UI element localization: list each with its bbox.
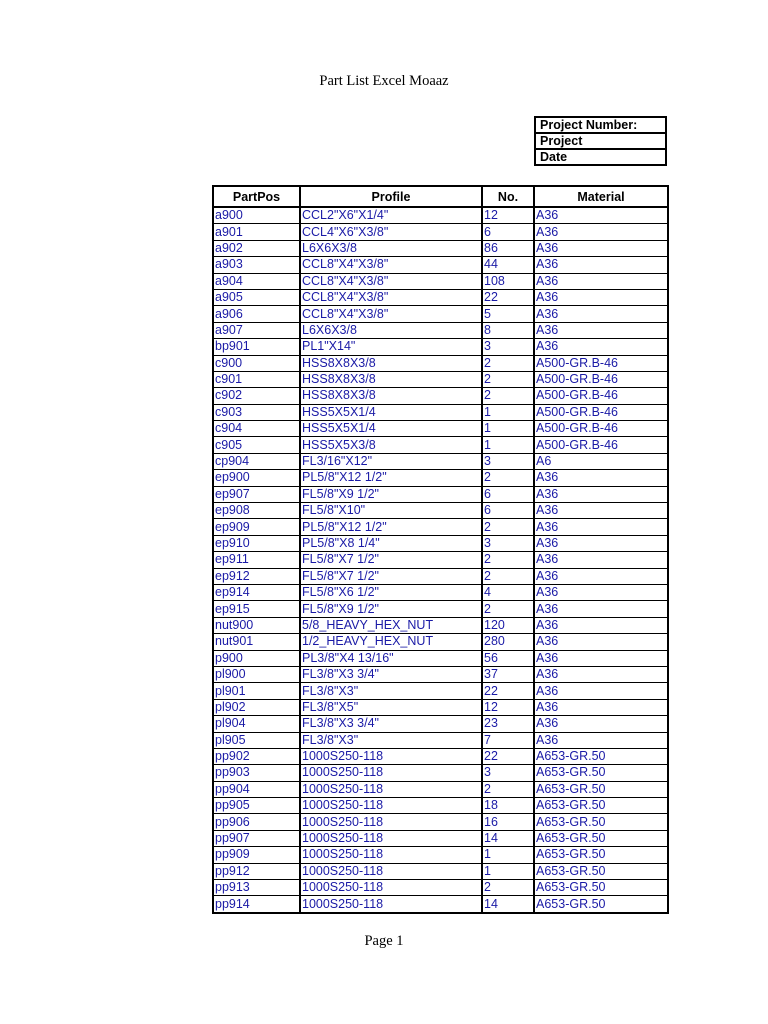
material-cell: A653-GR.50 xyxy=(534,765,668,781)
quantity-cell: 2 xyxy=(482,601,534,617)
table-row xyxy=(213,748,668,764)
quantity-cell: 1 xyxy=(482,847,534,863)
material-cell: A653-GR.50 xyxy=(534,896,668,913)
profile-cell: CCL8"X4"X3/8" xyxy=(300,257,482,273)
partpos-cell: nut900 xyxy=(213,617,300,633)
quantity-cell: 37 xyxy=(482,666,534,682)
partpos-cell: pp907 xyxy=(213,830,300,846)
profile-cell: PL3/8"X4 13/16" xyxy=(300,650,482,666)
material-cell: A36 xyxy=(534,634,668,650)
quantity-cell: 86 xyxy=(482,240,534,256)
profile-cell: 1000S250-118 xyxy=(300,880,482,896)
column-header-material: Material xyxy=(534,186,668,207)
profile-cell: 1000S250-118 xyxy=(300,748,482,764)
table-row xyxy=(213,535,668,551)
quantity-cell: 2 xyxy=(482,355,534,371)
material-cell: A36 xyxy=(534,568,668,584)
quantity-cell: 3 xyxy=(482,765,534,781)
quantity-cell: 16 xyxy=(482,814,534,830)
material-cell: A36 xyxy=(534,732,668,748)
quantity-cell: 3 xyxy=(482,453,534,469)
partpos-cell: c904 xyxy=(213,421,300,437)
quantity-cell: 44 xyxy=(482,257,534,273)
partpos-cell: bp901 xyxy=(213,339,300,355)
profile-cell: FL3/8"X3 3/4" xyxy=(300,716,482,732)
quantity-cell: 1 xyxy=(482,421,534,437)
material-cell: A653-GR.50 xyxy=(534,880,668,896)
quantity-cell: 5 xyxy=(482,306,534,322)
table-row xyxy=(213,650,668,666)
profile-cell: FL5/8"X7 1/2" xyxy=(300,568,482,584)
table-row xyxy=(213,355,668,371)
partpos-cell: pp913 xyxy=(213,880,300,896)
profile-cell: FL3/8"X3" xyxy=(300,683,482,699)
profile-cell: HSS5X5X1/4 xyxy=(300,421,482,437)
table-row xyxy=(213,666,668,682)
material-cell: A6 xyxy=(534,453,668,469)
partpos-cell: ep911 xyxy=(213,552,300,568)
table-row xyxy=(213,306,668,322)
profile-cell: CCL8"X4"X3/8" xyxy=(300,273,482,289)
material-cell: A653-GR.50 xyxy=(534,748,668,764)
partpos-cell: ep907 xyxy=(213,486,300,502)
profile-cell: 1000S250-118 xyxy=(300,830,482,846)
partpos-cell: a901 xyxy=(213,224,300,240)
page-number: Page 1 xyxy=(364,933,404,949)
material-cell: A36 xyxy=(534,273,668,289)
partpos-cell: pl901 xyxy=(213,683,300,699)
material-cell: A36 xyxy=(534,683,668,699)
profile-cell: PL1"X14" xyxy=(300,339,482,355)
quantity-cell: 2 xyxy=(482,781,534,797)
table-row xyxy=(213,207,668,224)
table-header-row xyxy=(213,186,668,207)
quantity-cell: 108 xyxy=(482,273,534,289)
quantity-cell: 12 xyxy=(482,207,534,224)
table-row xyxy=(213,617,668,633)
quantity-cell: 1 xyxy=(482,437,534,453)
table-row xyxy=(213,601,668,617)
material-cell: A500-GR.B-46 xyxy=(534,388,668,404)
profile-cell: FL3/8"X3" xyxy=(300,732,482,748)
partpos-cell: pp902 xyxy=(213,748,300,764)
profile-cell: L6X6X3/8 xyxy=(300,322,482,338)
material-cell: A653-GR.50 xyxy=(534,798,668,814)
quantity-cell: 1 xyxy=(482,863,534,879)
table-row xyxy=(213,798,668,814)
column-header-no: No. xyxy=(482,186,534,207)
profile-cell: FL3/8"X3 3/4" xyxy=(300,666,482,682)
profile-cell: 1000S250-118 xyxy=(300,896,482,913)
partpos-cell: a904 xyxy=(213,273,300,289)
partpos-cell: c902 xyxy=(213,388,300,404)
quantity-cell: 14 xyxy=(482,896,534,913)
profile-cell: FL5/8"X6 1/2" xyxy=(300,584,482,600)
table-row xyxy=(213,421,668,437)
material-cell: A653-GR.50 xyxy=(534,781,668,797)
partpos-cell: c905 xyxy=(213,437,300,453)
project-info-box xyxy=(534,116,667,166)
table-row xyxy=(213,519,668,535)
table-body xyxy=(213,207,668,913)
table-row xyxy=(213,699,668,715)
quantity-cell: 3 xyxy=(482,535,534,551)
partpos-cell: p900 xyxy=(213,650,300,666)
material-cell: A36 xyxy=(534,486,668,502)
partpos-cell: pl900 xyxy=(213,666,300,682)
profile-cell: FL5/8"X7 1/2" xyxy=(300,552,482,568)
partpos-cell: c901 xyxy=(213,371,300,387)
profile-cell: FL5/8"X10" xyxy=(300,503,482,519)
table-row xyxy=(213,257,668,273)
material-cell: A36 xyxy=(534,519,668,535)
profile-cell: PL5/8"X12 1/2" xyxy=(300,470,482,486)
quantity-cell: 22 xyxy=(482,683,534,699)
quantity-cell: 12 xyxy=(482,699,534,715)
table-row xyxy=(213,634,668,650)
profile-cell: 1000S250-118 xyxy=(300,814,482,830)
table-row xyxy=(213,371,668,387)
material-cell: A500-GR.B-46 xyxy=(534,355,668,371)
table-row xyxy=(213,240,668,256)
quantity-cell: 23 xyxy=(482,716,534,732)
profile-cell: HSS8X8X3/8 xyxy=(300,388,482,404)
quantity-cell: 120 xyxy=(482,617,534,633)
table-row xyxy=(213,683,668,699)
quantity-cell: 2 xyxy=(482,519,534,535)
table-row xyxy=(213,453,668,469)
partpos-cell: ep900 xyxy=(213,470,300,486)
table-row xyxy=(213,880,668,896)
quantity-cell: 6 xyxy=(482,503,534,519)
material-cell: A36 xyxy=(534,584,668,600)
table-row xyxy=(213,339,668,355)
quantity-cell: 1 xyxy=(482,404,534,420)
table-row xyxy=(213,584,668,600)
partpos-cell: a905 xyxy=(213,289,300,305)
material-cell: A36 xyxy=(534,289,668,305)
column-header-partpos: PartPos xyxy=(213,186,300,207)
material-cell: A36 xyxy=(534,666,668,682)
material-cell: A36 xyxy=(534,503,668,519)
partpos-cell: a907 xyxy=(213,322,300,338)
quantity-cell: 18 xyxy=(482,798,534,814)
profile-cell: 1000S250-118 xyxy=(300,781,482,797)
table-row xyxy=(213,863,668,879)
quantity-cell: 2 xyxy=(482,552,534,568)
table-row xyxy=(213,503,668,519)
profile-cell: HSS5X5X1/4 xyxy=(300,404,482,420)
partpos-cell: ep912 xyxy=(213,568,300,584)
table-row xyxy=(213,732,668,748)
material-cell: A653-GR.50 xyxy=(534,814,668,830)
material-cell: A653-GR.50 xyxy=(534,863,668,879)
material-cell: A36 xyxy=(534,257,668,273)
partpos-cell: a902 xyxy=(213,240,300,256)
profile-cell: 1000S250-118 xyxy=(300,847,482,863)
profile-cell: 1000S250-118 xyxy=(300,765,482,781)
partpos-cell: pp905 xyxy=(213,798,300,814)
partpos-cell: a903 xyxy=(213,257,300,273)
material-cell: A653-GR.50 xyxy=(534,830,668,846)
partpos-cell: ep914 xyxy=(213,584,300,600)
column-header-profile: Profile xyxy=(300,186,482,207)
material-cell: A36 xyxy=(534,716,668,732)
partpos-cell: nut901 xyxy=(213,634,300,650)
material-cell: A36 xyxy=(534,207,668,224)
table-row xyxy=(213,716,668,732)
material-cell: A36 xyxy=(534,601,668,617)
quantity-cell: 2 xyxy=(482,371,534,387)
material-cell: A500-GR.B-46 xyxy=(534,421,668,437)
table-row xyxy=(213,552,668,568)
table-row xyxy=(213,437,668,453)
material-cell: A500-GR.B-46 xyxy=(534,371,668,387)
material-cell: A36 xyxy=(534,240,668,256)
partpos-cell: a900 xyxy=(213,207,300,224)
table-row xyxy=(213,322,668,338)
partpos-cell: cp904 xyxy=(213,453,300,469)
profile-cell: CCL2"X6"X1/4" xyxy=(300,207,482,224)
table-row xyxy=(213,486,668,502)
quantity-cell: 6 xyxy=(482,224,534,240)
table-row xyxy=(213,765,668,781)
quantity-cell: 4 xyxy=(482,584,534,600)
material-cell: A500-GR.B-46 xyxy=(534,404,668,420)
profile-cell: PL5/8"X12 1/2" xyxy=(300,519,482,535)
material-cell: A36 xyxy=(534,535,668,551)
quantity-cell: 22 xyxy=(482,748,534,764)
document-title: Part List Excel Moaaz xyxy=(319,73,449,89)
table-row xyxy=(213,847,668,863)
quantity-cell: 2 xyxy=(482,470,534,486)
project-number-label: Project Number: xyxy=(535,117,666,133)
table-row xyxy=(213,224,668,240)
partpos-cell: ep915 xyxy=(213,601,300,617)
material-cell: A36 xyxy=(534,650,668,666)
profile-cell: HSS8X8X3/8 xyxy=(300,355,482,371)
quantity-cell: 2 xyxy=(482,388,534,404)
material-cell: A653-GR.50 xyxy=(534,847,668,863)
table-row xyxy=(213,404,668,420)
table-row xyxy=(213,781,668,797)
quantity-cell: 8 xyxy=(482,322,534,338)
partpos-cell: ep910 xyxy=(213,535,300,551)
partpos-cell: pp906 xyxy=(213,814,300,830)
profile-cell: HSS5X5X3/8 xyxy=(300,437,482,453)
table-row xyxy=(213,388,668,404)
profile-cell: 1/2_HEAVY_HEX_NUT xyxy=(300,634,482,650)
part-list-table xyxy=(212,185,669,914)
material-cell: A36 xyxy=(534,339,668,355)
quantity-cell: 22 xyxy=(482,289,534,305)
project-label: Project xyxy=(535,133,666,149)
partpos-cell: pp909 xyxy=(213,847,300,863)
quantity-cell: 3 xyxy=(482,339,534,355)
quantity-cell: 56 xyxy=(482,650,534,666)
partpos-cell: pl902 xyxy=(213,699,300,715)
material-cell: A36 xyxy=(534,617,668,633)
profile-cell: CCL8"X4"X3/8" xyxy=(300,289,482,305)
material-cell: A36 xyxy=(534,470,668,486)
profile-cell: CCL4"X6"X3/8" xyxy=(300,224,482,240)
table-row xyxy=(213,470,668,486)
quantity-cell: 280 xyxy=(482,634,534,650)
table-row xyxy=(213,273,668,289)
table-row xyxy=(213,568,668,584)
profile-cell: HSS8X8X3/8 xyxy=(300,371,482,387)
table-row xyxy=(213,289,668,305)
profile-cell: PL5/8"X8 1/4" xyxy=(300,535,482,551)
partpos-cell: pp912 xyxy=(213,863,300,879)
material-cell: A36 xyxy=(534,224,668,240)
partpos-cell: pl904 xyxy=(213,716,300,732)
partpos-cell: pl905 xyxy=(213,732,300,748)
material-cell: A36 xyxy=(534,699,668,715)
quantity-cell: 14 xyxy=(482,830,534,846)
date-label: Date xyxy=(535,149,666,165)
quantity-cell: 7 xyxy=(482,732,534,748)
partpos-cell: a906 xyxy=(213,306,300,322)
partpos-cell: ep909 xyxy=(213,519,300,535)
material-cell: A36 xyxy=(534,322,668,338)
partpos-cell: c900 xyxy=(213,355,300,371)
partpos-cell: c903 xyxy=(213,404,300,420)
partpos-cell: pp903 xyxy=(213,765,300,781)
table-row xyxy=(213,814,668,830)
quantity-cell: 2 xyxy=(482,568,534,584)
material-cell: A36 xyxy=(534,306,668,322)
table-row xyxy=(213,896,668,913)
material-cell: A500-GR.B-46 xyxy=(534,437,668,453)
profile-cell: FL5/8"X9 1/2" xyxy=(300,486,482,502)
profile-cell: 5/8_HEAVY_HEX_NUT xyxy=(300,617,482,633)
partpos-cell: pp914 xyxy=(213,896,300,913)
profile-cell: CCL8"X4"X3/8" xyxy=(300,306,482,322)
profile-cell: FL5/8"X9 1/2" xyxy=(300,601,482,617)
profile-cell: FL3/8"X5" xyxy=(300,699,482,715)
profile-cell: 1000S250-118 xyxy=(300,863,482,879)
table-row xyxy=(213,830,668,846)
profile-cell: FL3/16"X12" xyxy=(300,453,482,469)
profile-cell: L6X6X3/8 xyxy=(300,240,482,256)
profile-cell: 1000S250-118 xyxy=(300,798,482,814)
partpos-cell: ep908 xyxy=(213,503,300,519)
quantity-cell: 6 xyxy=(482,486,534,502)
partpos-cell: pp904 xyxy=(213,781,300,797)
quantity-cell: 2 xyxy=(482,880,534,896)
material-cell: A36 xyxy=(534,552,668,568)
